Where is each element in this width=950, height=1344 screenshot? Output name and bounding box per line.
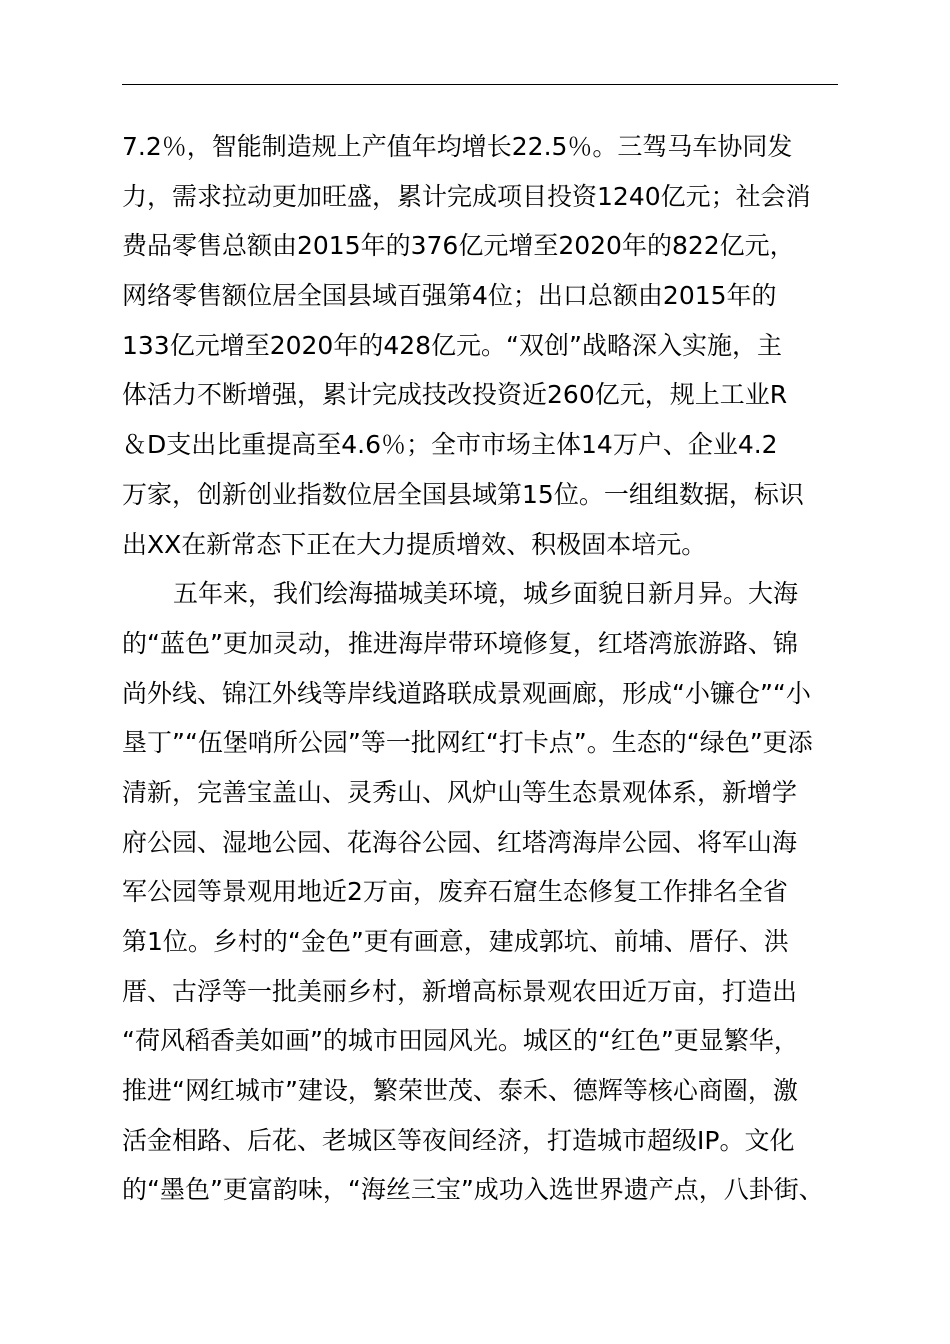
paragraph-2 [122, 569, 862, 1215]
text-line: 万家，创新创业指数位居全国县域第15位。一组组数据，标识 [122, 479, 804, 509]
paragraph-1 [122, 122, 862, 569]
text-line: 尚外线、锦江外线等岸线道路联成景观画廊，形成“小镰仓”“小 [122, 678, 811, 708]
text-line: 133亿元增至2020年的428亿元。“双创”战略深入实施，主 [122, 330, 782, 360]
document-body [122, 122, 862, 1215]
text-line: 厝、古浮等一批美丽乡村，新增高标景观农田近万亩，打造出 [122, 976, 798, 1006]
text-line: 军公园等景观用地近2万亩，废弃石窟生态修复工作排名全省 [122, 877, 788, 907]
text-line: 府公园、湿地公园、花海谷公园、红塔湾海岸公园、将军山海 [122, 827, 798, 857]
text-line: 清新，完善宝盖山、灵秀山、风炉山等生态景观体系，新增学 [122, 777, 798, 807]
text-line: 的“墨色”更富韵味，“海丝三宝”成功入选世界遗产点，八卦街、 [122, 1175, 824, 1205]
text-line: 第1位。乡村的“金色”更有画意，建成郭坑、前埔、厝仔、洪 [122, 927, 789, 956]
text-line: 7.2％，智能制造规上产值年均增长22.5％。三驾马车协同发 [122, 132, 793, 161]
text-line: 的“蓝色”更加灵动，推进海岸带环境修复，红塔湾旅游路、锦 [122, 628, 798, 658]
text-line: 推进“网红城市”建设，繁荣世茂、泰禾、德辉等核心商圈，激 [122, 1076, 798, 1106]
text-line: 力，需求拉动更加旺盛，累计完成项目投资1240亿元；社会消 [122, 181, 811, 211]
text-line: 费品零售总额由2015年的376亿元增至2020年的822亿元， [122, 231, 795, 261]
text-line: 活金相路、后花、老城区等夜间经济，打造城市超级IP。文化 [122, 1125, 795, 1155]
text-line: 网络零售额位居全国县域百强第4位；出口总额由2015年的 [122, 281, 777, 311]
text-line: 体活力不断增强，累计完成技改投资近260亿元，规上工业R [122, 380, 788, 410]
header-rule [122, 84, 838, 85]
text-line-first: 五年来，我们绘海描城美环境，城乡面貌日新月异。大海 [173, 579, 799, 609]
text-line: ＆D支出比重提高至4.6％；全市市场主体14万户、企业4.2 [122, 430, 778, 460]
text-line: “荷风稻香美如画”的城市田园风光。城区的“红色”更显繁华， [122, 1026, 799, 1056]
text-line: 垦丁”“伍堡哨所公园”等一批网红“打卡点”。生态的“绿色”更添 [122, 728, 813, 758]
text-line: 出XX在新常态下正在大力提质增效、积极固本培元。 [122, 529, 707, 559]
